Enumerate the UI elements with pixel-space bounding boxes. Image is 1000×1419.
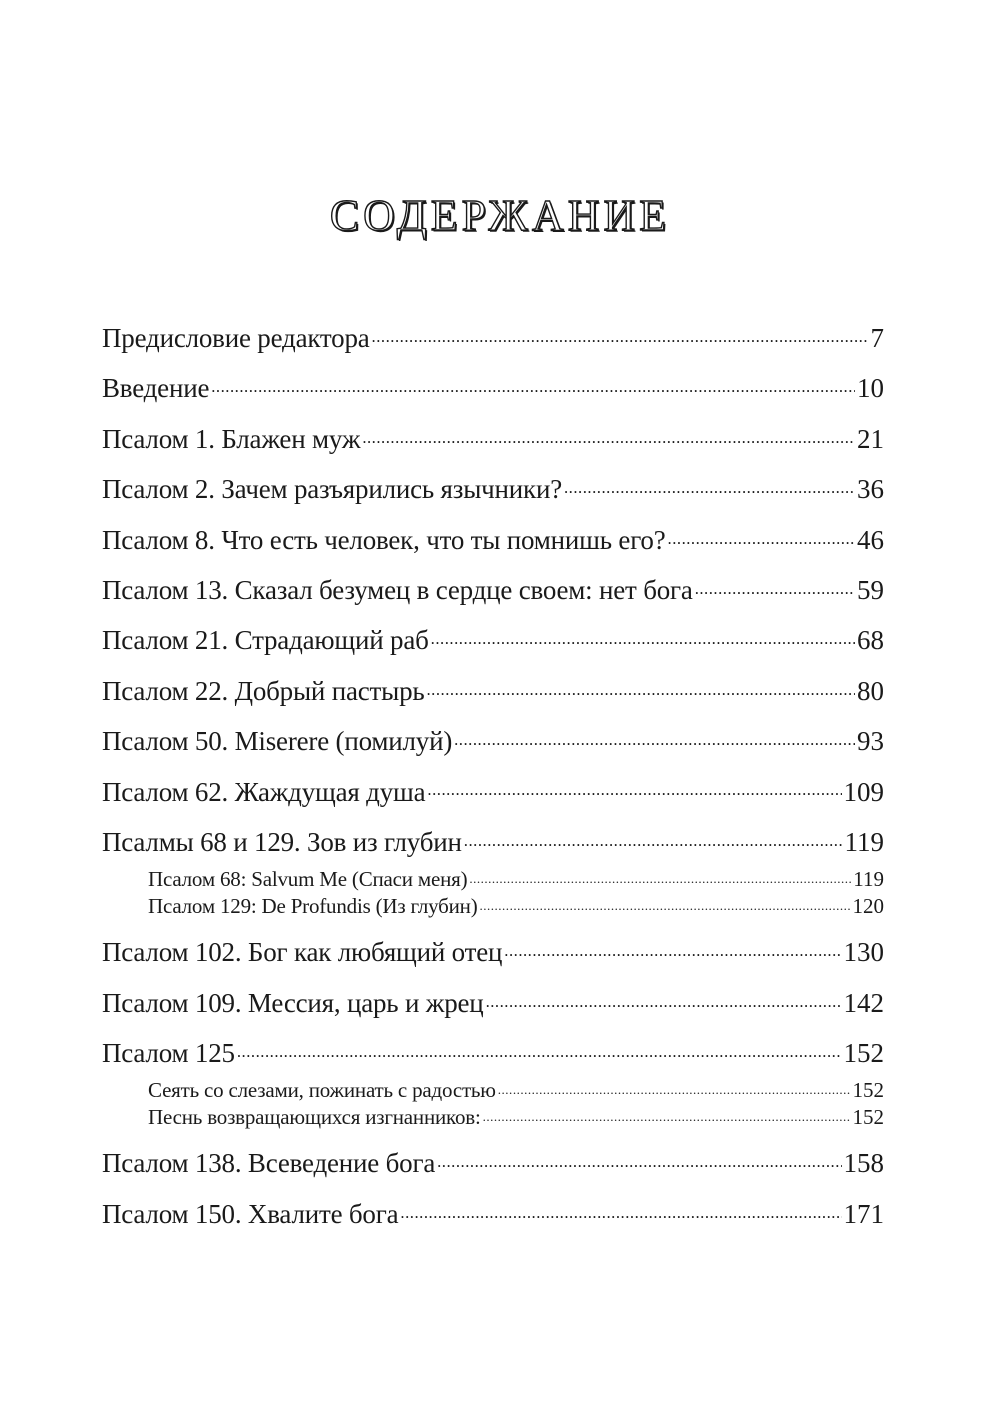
toc-entry-psalm-21[interactable] <box>102 620 884 670</box>
toc-entry-page: 119 <box>844 826 884 857</box>
dot-leader <box>504 934 841 961</box>
dot-leader <box>211 370 855 397</box>
table-of-contents <box>102 318 884 1244</box>
dot-leader <box>498 1076 851 1097</box>
dot-leader <box>427 673 856 700</box>
toc-entry-title: Псалом 21. Страдающий раб <box>102 625 429 656</box>
toc-entry-psalm-1[interactable] <box>102 419 884 469</box>
toc-entry-title: Псалом 22. Добрый пастырь <box>102 675 425 706</box>
dot-leader <box>480 892 851 913</box>
toc-entry-title: Предисловие редактора <box>102 323 370 353</box>
toc-entry-page: 7 <box>870 323 884 353</box>
toc-entry-title: Псалом 129: De Profundis (Из глубин) <box>148 894 478 919</box>
dot-leader <box>469 865 851 886</box>
toc-entry-psalm-13[interactable] <box>102 570 884 620</box>
toc-entry-title: Псалом 62. Жаждущая душа <box>102 776 426 807</box>
toc-entry-title: Псалом 109. Мессия, царь и жрец <box>102 987 484 1018</box>
toc-entry-page: 152 <box>843 1038 884 1069</box>
page-title: СОДЕРЖАНИЕ <box>329 191 671 240</box>
toc-entry-psalm-102[interactable] <box>102 932 884 982</box>
dot-leader <box>695 572 855 599</box>
dot-leader <box>564 471 855 498</box>
toc-entry-psalm-138[interactable] <box>102 1143 884 1193</box>
toc-entry-page: 36 <box>857 474 884 505</box>
toc-entry-page: 109 <box>843 776 884 807</box>
toc-entry-psalm-8[interactable] <box>102 520 884 570</box>
dot-leader <box>400 1196 841 1223</box>
dot-leader <box>437 1145 841 1172</box>
toc-entry-title: Псалом 125 <box>102 1038 235 1069</box>
toc-entry-title: Псалом 13. Сказал безумец в сердце своем: нет бога <box>102 574 693 605</box>
toc-entry-editors-preface[interactable] <box>102 318 884 368</box>
toc-entry-page: 158 <box>843 1148 884 1179</box>
toc-entry-page: 142 <box>843 987 884 1018</box>
toc-entry-title: Песнь возвращающихся изгнанников: <box>148 1105 481 1130</box>
toc-entry-page: 68 <box>857 625 884 656</box>
toc-entry-page: 21 <box>857 423 884 454</box>
toc-entry-page: 119 <box>853 867 884 892</box>
toc-entry-page: 46 <box>857 524 884 555</box>
toc-entry-psalm-150[interactable] <box>102 1194 884 1244</box>
toc-entry-title: Псалом 68: Salvum Me (Спаси меня) <box>148 867 468 892</box>
dot-leader <box>483 1103 851 1124</box>
toc-entry-page: 93 <box>857 726 884 757</box>
toc-entry-psalm-62[interactable] <box>102 772 884 822</box>
dot-leader <box>464 824 843 851</box>
toc-subentry-psalm-129[interactable] <box>102 891 884 926</box>
toc-subentry-song-of-returning-exiles[interactable] <box>102 1102 884 1137</box>
toc-entry-title: Псалом 8. Что есть человек, что ты помнишь его? <box>102 524 666 555</box>
toc-entry-title: Псалом 102. Бог как любящий отец <box>102 937 503 968</box>
toc-entry-page: 152 <box>852 1078 884 1103</box>
toc-entry-title: Введение <box>102 373 210 404</box>
toc-entry-page: 120 <box>852 894 884 919</box>
toc-entry-page: 171 <box>843 1198 884 1229</box>
toc-entry-psalm-109[interactable] <box>102 983 884 1033</box>
dot-leader <box>372 320 869 347</box>
dot-leader <box>427 774 841 801</box>
toc-entry-page: 80 <box>857 675 884 706</box>
toc-entry-title: Псалом 150. Хвалите бога <box>102 1198 399 1229</box>
toc-entry-page: 130 <box>843 937 884 968</box>
toc-entry-title: Псалом 1. Блажен муж <box>102 423 361 454</box>
dot-leader <box>668 522 855 549</box>
toc-entry-psalm-22[interactable] <box>102 671 884 721</box>
dot-leader <box>431 622 855 649</box>
toc-entry-psalm-2[interactable] <box>102 469 884 519</box>
toc-entry-page: 59 <box>857 574 884 605</box>
dot-leader <box>362 421 855 448</box>
toc-entry-title: Псалмы 68 и 129. Зов из глубин <box>102 826 462 857</box>
toc-entry-title: Псалом 2. Зачем разъярились язычники? <box>102 474 562 505</box>
dot-leader <box>454 723 855 750</box>
toc-entry-title: Сеять со слезами, пожинать с радостью <box>148 1078 496 1103</box>
toc-entry-page: 10 <box>857 373 884 404</box>
dot-leader <box>486 985 842 1012</box>
toc-entry-introduction[interactable] <box>102 368 884 418</box>
toc-entry-title: Псалом 50. Miserere (помилуй) <box>102 726 453 757</box>
toc-entry-page: 152 <box>852 1105 884 1130</box>
toc-entry-psalm-50[interactable] <box>102 721 884 771</box>
toc-entry-title: Псалом 138. Всеведение бога <box>102 1148 436 1179</box>
dot-leader <box>237 1035 842 1062</box>
